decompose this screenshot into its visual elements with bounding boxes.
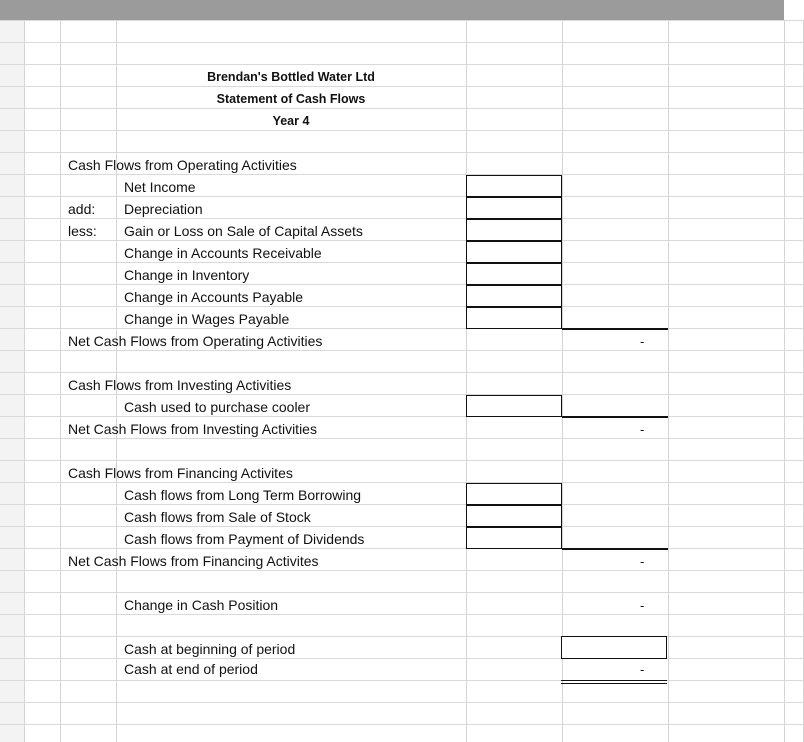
net-income-label: Net Income [124,179,196,195]
net-operating-value: - [640,334,645,349]
change-ar-input[interactable] [466,241,562,263]
row-gridline [0,526,804,527]
row-gridline [0,372,804,373]
investing-total-rule [562,416,668,418]
net-income-input[interactable] [466,175,562,197]
column-gridline [466,20,467,742]
row-gridline [0,20,804,21]
gain-loss-label: Gain or Loss on Sale of Capital Assets [124,223,363,239]
row-gridline [0,42,804,43]
cash-end-value: - [640,662,645,677]
cooler-input[interactable] [466,395,562,417]
operating-heading: Cash Flows from Operating Activities [68,157,297,173]
row-gridline [0,614,804,615]
row-gridline [0,64,804,65]
column-gridline [562,20,563,742]
row-gridline [0,548,804,549]
financing-heading: Cash Flows from Financing Activites [68,465,293,481]
investing-heading: Cash Flows from Investing Activities [68,377,292,393]
less-label: less: [68,223,97,239]
row-gridline [0,592,804,593]
depreciation-label: Depreciation [124,201,203,217]
change-inventory-input[interactable] [466,263,562,285]
net-investing-value: - [640,422,645,437]
row-gridline [0,240,804,241]
cooler-label: Cash used to purchase cooler [124,399,310,415]
borrowing-input[interactable] [466,483,562,505]
change-wages-input[interactable] [466,307,562,329]
financing-total-rule [562,548,668,550]
stock-input[interactable] [466,505,562,527]
gain-loss-input[interactable] [466,219,562,241]
row-header-strip [0,20,24,742]
cash-beginning-label: Cash at beginning of period [124,641,296,657]
row-gridline [0,504,804,505]
row-gridline [0,680,804,681]
stock-label: Cash flows from Sale of Stock [124,509,311,525]
company-title: Brendan's Bottled Water Ltd [207,70,375,84]
row-gridline [0,284,804,285]
column-gridline [24,20,25,742]
depreciation-input[interactable] [466,197,562,219]
row-gridline [0,262,804,263]
row-gridline [0,658,804,659]
dividends-label: Cash flows from Payment of Dividends [124,531,365,547]
statement-title: Statement of Cash Flows [216,92,366,106]
row-gridline [0,702,804,703]
change-ap-input[interactable] [466,285,562,307]
row-gridline [0,460,804,461]
row-gridline [0,328,804,329]
change-wages-label: Change in Wages Payable [124,311,290,327]
cash-end-label: Cash at end of period [124,661,258,677]
change-ar-label: Change in Accounts Receivable [124,245,322,261]
borrowing-label: Cash flows from Long Term Borrowing [124,487,362,503]
net-financing-value: - [640,554,645,569]
row-gridline [0,152,804,153]
row-gridline [0,306,804,307]
column-gridline [668,20,669,742]
change-inventory-label: Change in Inventory [124,267,250,283]
change-ap-label: Change in Accounts Payable [124,289,304,305]
row-gridline [0,636,804,637]
operating-total-rule [562,328,668,330]
row-gridline [0,196,804,197]
add-label: add: [68,201,96,217]
row-gridline [0,416,804,417]
column-header-bar [0,0,784,20]
column-gridline [784,20,785,742]
double-underline-bottom [561,683,667,684]
dividends-input[interactable] [466,527,562,549]
row-gridline [0,218,804,219]
column-gridline [60,20,61,742]
change-cash-label: Change in Cash Position [124,597,279,613]
double-underline-top [561,680,667,681]
period-title: Year 4 [272,114,310,128]
row-gridline [0,724,804,725]
net-financing-label: Net Cash Flows from Financing Activites [68,553,319,569]
cash-beginning-input[interactable] [561,636,667,659]
net-operating-label: Net Cash Flows from Operating Activities [68,333,323,349]
change-cash-value: - [640,598,645,613]
net-investing-label: Net Cash Flows from Investing Activities [68,421,317,437]
